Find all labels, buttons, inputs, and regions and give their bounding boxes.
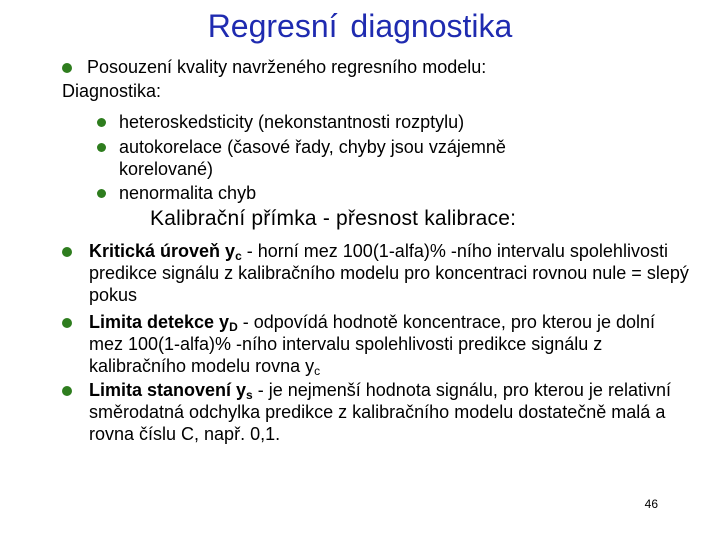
calibration-item-text — [89, 379, 689, 445]
item-term: Kritická úroveň y — [89, 241, 236, 261]
intro-bullet-text: Posouzení kvality navrženého regresního modelu: — [87, 57, 487, 77]
calibration-item-text — [89, 311, 689, 377]
diagnostic-item-text: autokorelace (časové řady, chyby jsou vzájemně korelované) — [119, 137, 506, 179]
diagnostic-item-text: nenormalita chyb — [119, 183, 257, 203]
bullet-icon — [62, 318, 72, 328]
bullet-icon — [97, 143, 106, 152]
item-text-subscript: c — [314, 364, 321, 378]
item-description: - horní mez 100(1-alfa)% -ního intervalu spolehlivosti predikce signálu z kalibračního modelu pro koncentraci rovnou nule = slepý pokus — [89, 241, 689, 305]
item-description: - odpovídá hodnotě koncentrace, pro kterou je dolní mez 100(1-alfa)% -ního intervalu spolehlivosti predikce signálu z kalibračního modelu rovna y — [89, 312, 656, 376]
bullet-icon — [97, 118, 106, 127]
bullet-icon — [62, 63, 72, 73]
section-title: Kalibrační přímka - přesnost kalibrace: — [150, 207, 517, 230]
calibration-item-text — [89, 240, 689, 306]
item-term-subscript: D — [229, 320, 238, 334]
diagnostic-item-text: heteroskedsticity (nekonstantnosti rozptylu) — [119, 112, 465, 132]
bullet-icon — [62, 247, 72, 257]
item-term: Limita stanovení y — [89, 380, 247, 400]
slide-title: Regresní diagnostika — [207, 8, 513, 44]
item-term-subscript: c — [235, 249, 242, 263]
item-term-subscript: s — [246, 388, 253, 402]
diagnostics-heading: Diagnostika: — [62, 81, 162, 101]
page-number: 46 — [644, 497, 658, 511]
item-term: Limita detekce y — [89, 312, 230, 332]
item-description: - je nejmenší hodnota signálu, pro kterou je relativní směrodatná odchylka predikce z kalibračního modelu dostatečně malá a rovna číslu C, např. 0,1. — [89, 380, 671, 444]
bullet-icon — [62, 386, 72, 396]
bullet-icon — [97, 189, 106, 198]
